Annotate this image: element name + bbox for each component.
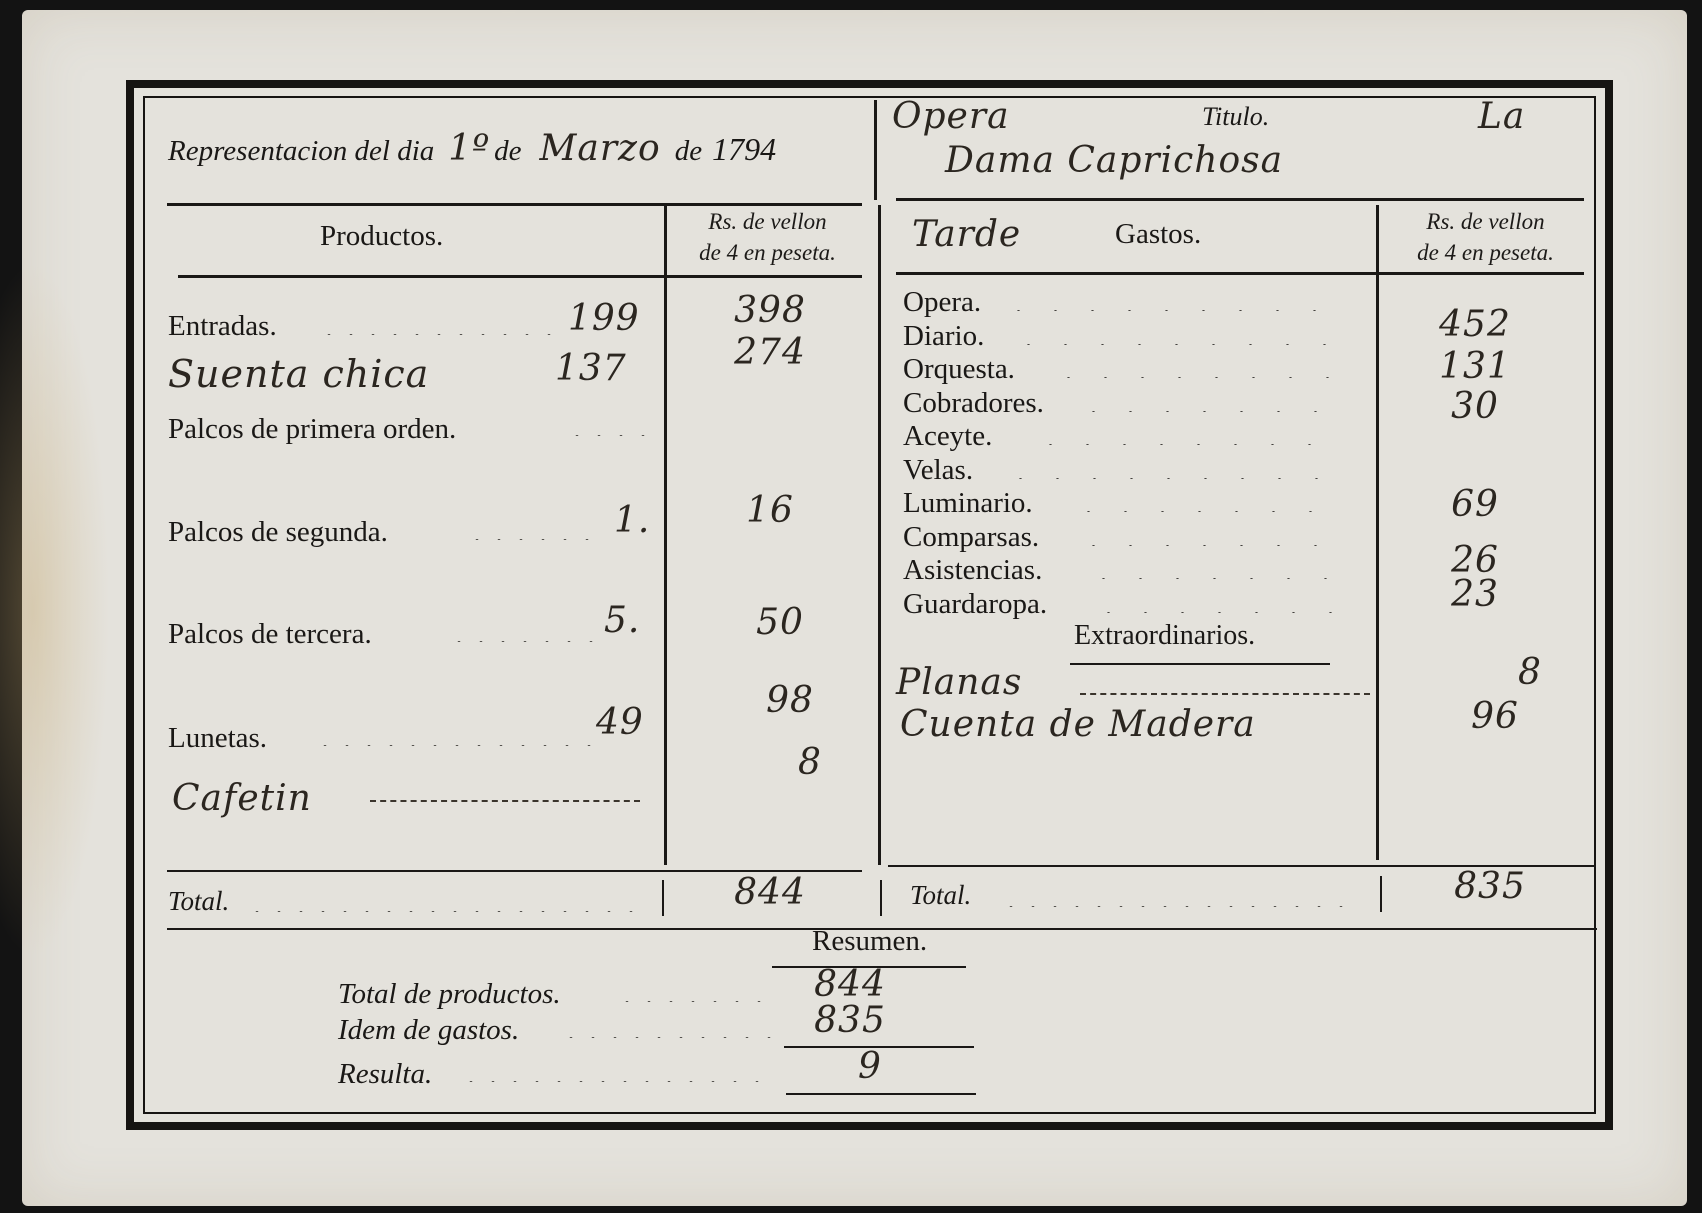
productos-unit-line2: de 4 en peseta. (699, 240, 836, 265)
extra-item-madera-label: Cuenta de Madera (900, 704, 1256, 745)
resumen-idem-gastos-dots (560, 1036, 775, 1038)
resumen-result-rule (786, 1093, 976, 1095)
productos-amount-divider (664, 205, 667, 865)
gastos-dots-cobradores (1075, 410, 1345, 412)
header-date-line (168, 128, 776, 169)
productos-heading: Productos. (320, 220, 444, 252)
center-total-tick (880, 880, 882, 916)
gastos-dots-diario (1010, 343, 1345, 345)
productos-row-palcos-tercera-dots (448, 640, 598, 642)
resumen-idem-gastos-value: 835 (814, 1000, 886, 1041)
extraordinarios-heading: Extraordinarios. (1074, 620, 1256, 651)
productos-row-entradas-amount: 398 (734, 290, 806, 331)
gastos-item-asistencias: Asistencias. (903, 554, 1043, 586)
resumen-total-productos-label: Total de productos. (338, 978, 561, 1010)
gastos-header-bottom-rule (896, 272, 1584, 275)
productos-row-cafetin-label: Cafetin (172, 778, 312, 819)
titulo-label: Titulo. (1202, 102, 1270, 131)
paper-stain (0, 260, 110, 960)
resumen-heading: Resumen. (812, 925, 928, 957)
gastos-dots-aceyte (1032, 443, 1345, 445)
gastos-item-luminario: Luminario. (903, 487, 1033, 519)
gastos-amount-diario: 452 (1439, 304, 1511, 345)
cafetin-dash-line (370, 800, 640, 802)
titulo-value-line2: Dama Caprichosa (945, 140, 1284, 181)
gastos-dots-comparsas (1075, 544, 1345, 546)
gastos-total-dots (1000, 905, 1360, 907)
productos-row-palcos-segunda-count: 1. (614, 500, 651, 541)
gastos-amount-orquesta: 131 (1439, 346, 1511, 387)
gastos-list (903, 286, 1047, 621)
anio-value: 1794 (712, 131, 777, 167)
gastos-amount-guardaropa: 23 (1451, 574, 1499, 615)
gastos-item-cobradores: Cobradores. (903, 386, 1044, 419)
gastos-item-diario: Diario. (903, 319, 985, 352)
titulo-value-line1: La (1478, 96, 1526, 137)
gastos-amount-luminario: 69 (1451, 484, 1499, 525)
productos-row-entradas-label: Entradas. (168, 310, 277, 342)
gastos-dots-orquesta (1050, 376, 1345, 378)
gastos-total-value: 835 (1454, 866, 1526, 907)
productos-unit-line1: Rs. de vellon (708, 209, 827, 234)
resumen-total-productos-value: 844 (814, 964, 886, 1005)
extraordinarios-rule (1070, 663, 1330, 665)
gastos-heading: Gastos. (1115, 218, 1202, 250)
productos-row-suenta-count: 137 (555, 348, 627, 389)
productos-unit (670, 206, 865, 268)
productos-row-lunetas-amount: 98 (766, 680, 814, 721)
tarde-label: Tarde (912, 214, 1022, 255)
dia-value: 1º (448, 128, 491, 169)
productos-row-lunetas-label: Lunetas. (168, 722, 268, 754)
productos-row-lunetas-dots (314, 744, 596, 746)
gastos-dots-velas (1002, 477, 1345, 479)
gastos-item-opera: Opera. (903, 286, 982, 318)
de-label-1: de (494, 135, 522, 167)
productos-row-entradas-dots (318, 333, 568, 335)
extra-item-madera-amount: 96 (1471, 696, 1519, 737)
productos-total-value: 844 (734, 872, 806, 913)
gastos-amount-cobradores: 30 (1451, 386, 1499, 427)
gastos-unit (1388, 206, 1583, 268)
productos-row-palcos-primera-label: Palcos de primera orden. (168, 413, 457, 445)
extra-item-planas-amount: 8 (1518, 652, 1542, 693)
productos-row-lunetas-count: 49 (596, 702, 644, 743)
gastos-item-guardaropa: Guardaropa. (903, 587, 1048, 620)
gastos-dots-luminario (1070, 510, 1345, 512)
resumen-idem-gastos-label: Idem de gastos. (338, 1014, 520, 1046)
gastos-amount-divider (1376, 205, 1379, 860)
productos-row-palcos-primera-dots (566, 434, 646, 436)
productos-row-palcos-tercera-amount: 50 (756, 602, 804, 643)
representacion-label: Representacion del dia (168, 135, 435, 167)
opera-label: Opera (892, 96, 1010, 137)
gastos-header-top-rule (896, 198, 1584, 201)
productos-row-palcos-segunda-dots (466, 538, 606, 540)
resumen-resulta-label: Resulta. (338, 1058, 433, 1090)
gastos-unit-line1: Rs. de vellon (1426, 209, 1545, 234)
gastos-dots-opera (1000, 309, 1345, 311)
gastos-total-tick (1380, 876, 1382, 912)
gastos-item-comparsas: Comparsas. (903, 520, 1040, 553)
productos-row-entradas-count: 199 (568, 298, 640, 339)
productos-total-dots (246, 910, 636, 912)
productos-row-cafetin-amount: 8 (798, 742, 822, 783)
productos-row-palcos-tercera-count: 5. (604, 600, 641, 641)
extra-planas-dash (1080, 693, 1370, 695)
resumen-resulta-dots (460, 1080, 775, 1082)
gastos-amount-asistencias: 26 (1451, 540, 1499, 581)
resumen-resulta-value: 9 (858, 1046, 882, 1087)
mes-value: Marzo (539, 128, 661, 169)
de-label-2: de (674, 135, 703, 167)
productos-total-tick (662, 880, 664, 916)
resumen-total-productos-dots (616, 1000, 776, 1002)
header-divider (874, 100, 877, 200)
gastos-dots-asistencias (1085, 577, 1345, 579)
gastos-item-aceyte: Aceyte. (903, 420, 993, 452)
gastos-item-orquesta: Orquesta. (903, 353, 1015, 385)
gastos-item-velas: Velas. (903, 453, 974, 486)
gastos-dots-guardaropa (1090, 611, 1345, 613)
gastos-total-label: Total. (910, 880, 972, 910)
center-divider (878, 205, 881, 865)
extra-item-planas-label: Planas (896, 662, 1023, 703)
productos-row-palcos-tercera-label: Palcos de tercera. (168, 618, 372, 650)
productos-header-bottom-rule (178, 275, 862, 278)
productos-row-palcos-segunda-label: Palcos de segunda. (168, 516, 388, 548)
productos-total-label: Total. (168, 886, 230, 916)
productos-row-suenta-amount: 274 (734, 332, 806, 373)
gastos-unit-line2: de 4 en peseta. (1417, 240, 1554, 265)
productos-row-suenta-label: Suenta chica (168, 352, 430, 396)
productos-row-palcos-segunda-amount: 16 (746, 490, 794, 531)
